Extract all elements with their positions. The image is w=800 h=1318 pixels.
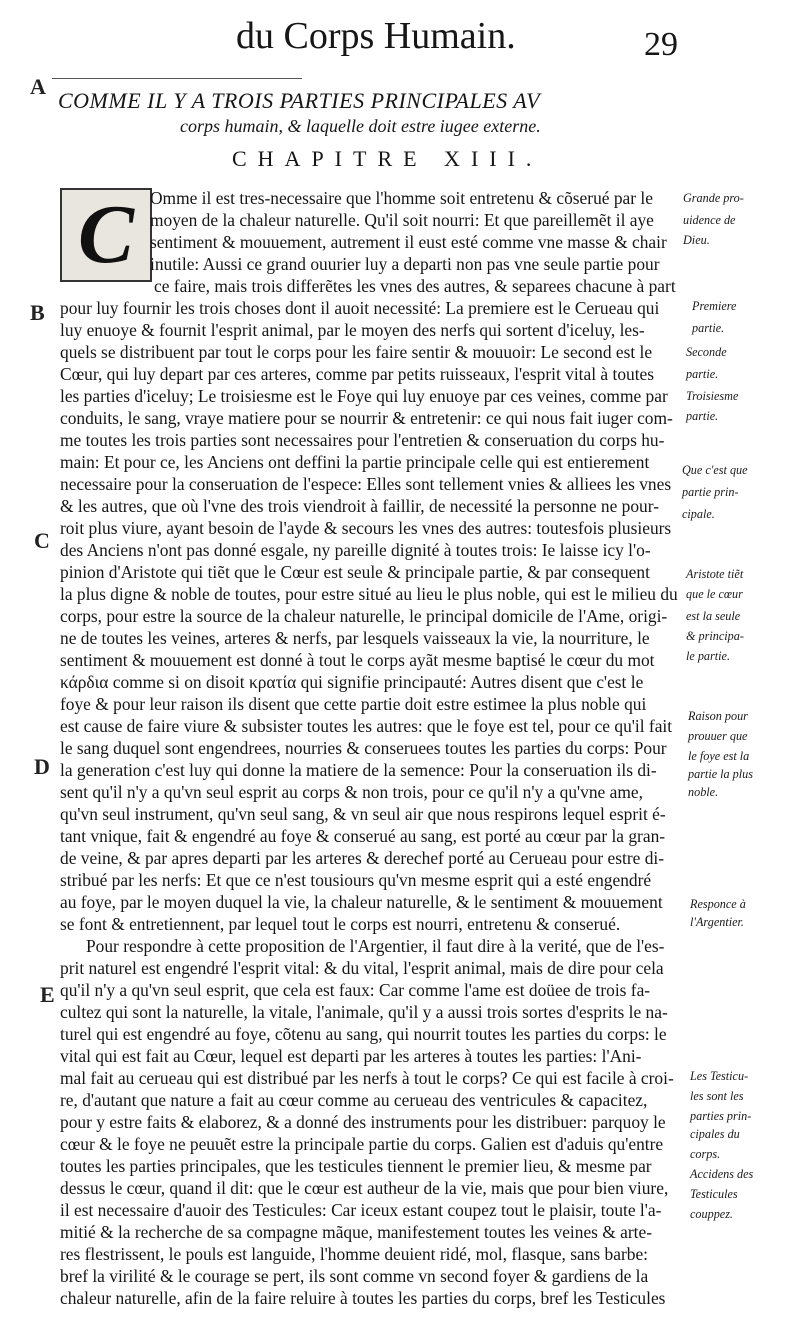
text-line: turel qui est engendré au foye, cõtenu au sang, qui nourrit toutes les parties du corps: le — [60, 1024, 667, 1044]
text-line: & les autres, que où l'vne des trois viendroit à faillir, de necessité la personne ne pour- — [60, 496, 659, 516]
text-line: est cause de faire viure & subsister toutes les autres: que le foye est tel, pour ce qu'il fait — [60, 716, 673, 736]
text-line: re, d'autant que nature a fait au cœur comme au cerueau des ventricules & capacitez, — [60, 1090, 648, 1110]
text-line: ne de toutes les veines, arteres & nerfs, par lesquels vaisseaux la vie, la nourriture, le — [60, 628, 650, 648]
text-line: pour luy fournir les trois choses dont il auoit necessité: La premiere est le Cerueau qui — [60, 298, 660, 318]
drop-cap-initial: C — [60, 188, 152, 282]
text-line: dessus le cœur, quand il dit: que le cœur est autheur de la vie, mais que pour bien viure, — [60, 1178, 669, 1198]
page-number: 29 — [644, 26, 678, 63]
text-line: necessaire pour la conseruation de l'espece: Elles sont tellement vnies & alliees les vnes — [60, 474, 672, 494]
margin-note: Testicules — [690, 1187, 738, 1201]
chapter-heading: COMME IL Y A TROIS PARTIES PRINCIPALES AV — [58, 88, 541, 113]
text-line: cœur & le foye ne peuuẽt estre la principale partie du corps. Galien est d'aduis qu'entre — [60, 1134, 664, 1154]
text-line: me toutes les trois parties sont necessaires pour l'entretien & conseruation du corps hu- — [60, 430, 665, 450]
margin-note: partie prin- — [682, 485, 739, 499]
section-letter-c: C — [34, 528, 50, 553]
text-line: prit naturel est engendré l'esprit vital: & du vital, l'esprit animal, mais de dire pour cela — [60, 958, 664, 978]
text-line: sentiment & mouuement, autrement il eust esté comme vne masse & chair — [150, 232, 667, 252]
margin-note: corps. — [690, 1147, 721, 1161]
text-line: vital qui est fait au Cœur, lequel est departi par les arteres à toutes les parties: l'Ani- — [60, 1046, 642, 1066]
text-line: foye & pour leur raison ils disent que cette partie doit estre estimee la plus noble qui — [60, 694, 647, 714]
text-line: conduits, le sang, vraye matiere pour se nourrir & entretenir: ce qui nous fait iuger com- — [60, 408, 673, 428]
text-line: moyen de la chaleur naturelle. Qu'il soit nourri: Et que pareillemẽt il aye — [150, 210, 654, 230]
margin-note: Seconde — [686, 345, 727, 359]
margin-note: le foye est la — [688, 749, 750, 763]
margin-note: les sont les — [690, 1089, 744, 1103]
text-line: il est necessaire d'auoir des Testicules: Car iceux estant coupez tout le plaisir, toute l'a- — [60, 1200, 662, 1220]
text-line: Cœur, qui luy depart par ces arteres, comme par petits ruisseaux, l'esprit vital à toutes — [60, 364, 655, 384]
text-line: pour y estre faits & elaborez, & a donné des instruments pour les distribuer: parquoy le — [60, 1112, 666, 1132]
margin-note: Raison pour — [688, 709, 748, 723]
margin-note: le partie. — [686, 649, 731, 663]
chapter-number: CHAPITRE XIII. — [232, 146, 543, 171]
margin-note: Troisiesme — [686, 389, 739, 403]
text-line: de veine, & par apres departi par les arteres & derechef porté au Cerueau pour estre di- — [60, 848, 665, 868]
text-line: les parties d'iceluy; Le troisiesme est le Foye qui luy enuoye par ces veines, comme par — [60, 386, 668, 406]
margin-note: Accidens des — [690, 1167, 754, 1181]
margin-note: partie la plus — [688, 767, 754, 781]
margin-note: Aristote tiẽt — [686, 567, 744, 581]
running-title: du Corps Humain. — [236, 15, 516, 57]
margin-note: Responce à — [690, 897, 746, 911]
text-line: corps, pour estre la source de la chaleur naturelle, le principal domicile de l'Ame, origi- — [60, 606, 668, 626]
section-letter-a: A — [30, 74, 46, 99]
margin-note: Que c'est que — [682, 463, 748, 477]
text-line: cultez qui sont la naturelle, la vitale, l'animale, qu'il y a aussi trois sortes d'esprits le na- — [60, 1002, 668, 1022]
margin-note: & principa- — [686, 629, 744, 643]
text-line: le sang duquel sont engendrees, nourries & conseruees toutes les parties du corps: Pour — [60, 738, 667, 758]
text-line: des Anciens n'ont pas donné esgale, ny pareille dignité à toutes trois: Ie laisse icy l'o- — [60, 540, 651, 560]
text-line: mitié & la recherche de sa compagne mãque, manifestement toutes les veines & arte- — [60, 1222, 653, 1242]
margin-note: uidence de — [683, 213, 736, 227]
text-line: qu'il n'y a qu'vn seul esprit, que cela est faux: Car comme l'ame est doüee de trois fa- — [60, 980, 651, 1000]
section-letter-b: B — [30, 300, 45, 325]
text-line: qu'vn seul instrument, qu'vn seul sang, & vn seul air que nous respirons lequel esprit é- — [60, 804, 666, 824]
text-line: stribué par les nerfs: Et que ce n'est tousiours qu'vn mesme esprit qui a esté engendré — [60, 870, 652, 890]
text-line: luy enuoye & fournit l'esprit animal, par le moyen des nerfs qui sortent d'iceluy, les- — [60, 320, 645, 340]
margin-note: couppez. — [690, 1207, 733, 1221]
text-line: tant vnique, fait & engendré au foye & conserué au sang, est porté au cœur par la gran- — [60, 826, 666, 846]
text-line: mal fait au cerueau qui est distribué par les nerfs à tout le corps? Ce qui est facile à croi- — [60, 1068, 674, 1088]
text-line: roit plus viure, ayant besoin de l'ayde & secours les vnes des autres: toutesfois plusieurs — [60, 518, 672, 538]
text-line: quels se distribuent par tout le corps pour les faire sentir & mouuoir: Le second est le — [60, 342, 653, 362]
text-line: sentiment & mouuement est donné à tout le corps ayãt mesme baptisé le cœur du mot — [60, 650, 655, 670]
chapter-subheading: corps humain, & laquelle doit estre iugee externe. — [180, 116, 541, 136]
margin-note: Premiere — [692, 299, 737, 313]
text-line: se font & entretiennent, par lequel tout le corps est nourri, entretenu & conserué. — [60, 914, 621, 934]
section-letter-d: D — [34, 754, 50, 779]
text-line: κάρδια comme si on disoit κρατία qui signifie principauté: Autres disent que c'est le — [60, 672, 644, 692]
margin-note: Grande pro- — [683, 191, 744, 205]
margin-note: partie. — [686, 367, 719, 381]
section-letter-e: E — [40, 982, 55, 1007]
text-line: sent qu'il n'y a qu'vn seul esprit au corps & non trois, pour ce qu'il n'y a qu'vne ame, — [60, 782, 643, 802]
text-line: ce faire, mais trois differẽtes les vnes des autres, & separees chacune à part — [154, 276, 676, 296]
text-line: toutes les parties principales, que les testicules tiennent le premier lieu, & mesme par — [60, 1156, 652, 1176]
text-line: la generation c'est luy qui donne la matiere de la semence: Pour la conseruation ils di- — [60, 760, 657, 780]
text-line: bref la virilité & le courage se pert, ils sont comme vn second foyer & gardiens de la — [60, 1266, 649, 1286]
margin-note: Dieu. — [683, 233, 710, 247]
margin-note: cipale. — [682, 507, 715, 521]
margin-note: partie. — [686, 409, 719, 423]
margin-note: Les Testicu- — [690, 1069, 749, 1083]
margin-note: partie. — [692, 321, 725, 335]
margin-note: prouuer que — [688, 729, 748, 743]
margin-note: cipales du — [690, 1127, 740, 1141]
margin-note: l'Argentier. — [690, 915, 744, 929]
margin-note: est la seule — [686, 609, 741, 623]
text-line: inutile: Aussi ce grand ouurier luy a departi non pas vne seule partie pour — [150, 254, 660, 274]
text-line: la plus digne & noble de toutes, pour estre situé au lieu le plus noble, qui est le milieu du — [60, 584, 678, 604]
margin-note: parties prin- — [690, 1109, 752, 1123]
text-line: chaleur naturelle, afin de la faire reluire à toutes les parties du corps, bref les Testicules — [60, 1288, 666, 1308]
text-line: au foye, par le moyen duquel la vie, la chaleur naturelle, & le sentiment & mouuement — [60, 892, 663, 912]
margin-note: noble. — [688, 785, 719, 799]
text-line: Omme il est tres-necessaire que l'homme soit entretenu & cõserué par le — [150, 188, 653, 208]
text-line: main: Et pour ce, les Anciens ont deffini la partie principale celle qui est entierement — [60, 452, 650, 472]
text-line: res flestrissent, le pouls est languide, l'homme deuient ridé, mol, flasque, sans barbe: — [60, 1244, 648, 1264]
text-line: Pour respondre à cette proposition de l'Argentier, il faut dire à la verité, que de l'es- — [86, 936, 665, 956]
margin-note: que le cœur — [686, 587, 743, 601]
text-line: pinion d'Aristote qui tiẽt que le Cœur est seule & principale partie, & par consequent — [60, 562, 650, 582]
